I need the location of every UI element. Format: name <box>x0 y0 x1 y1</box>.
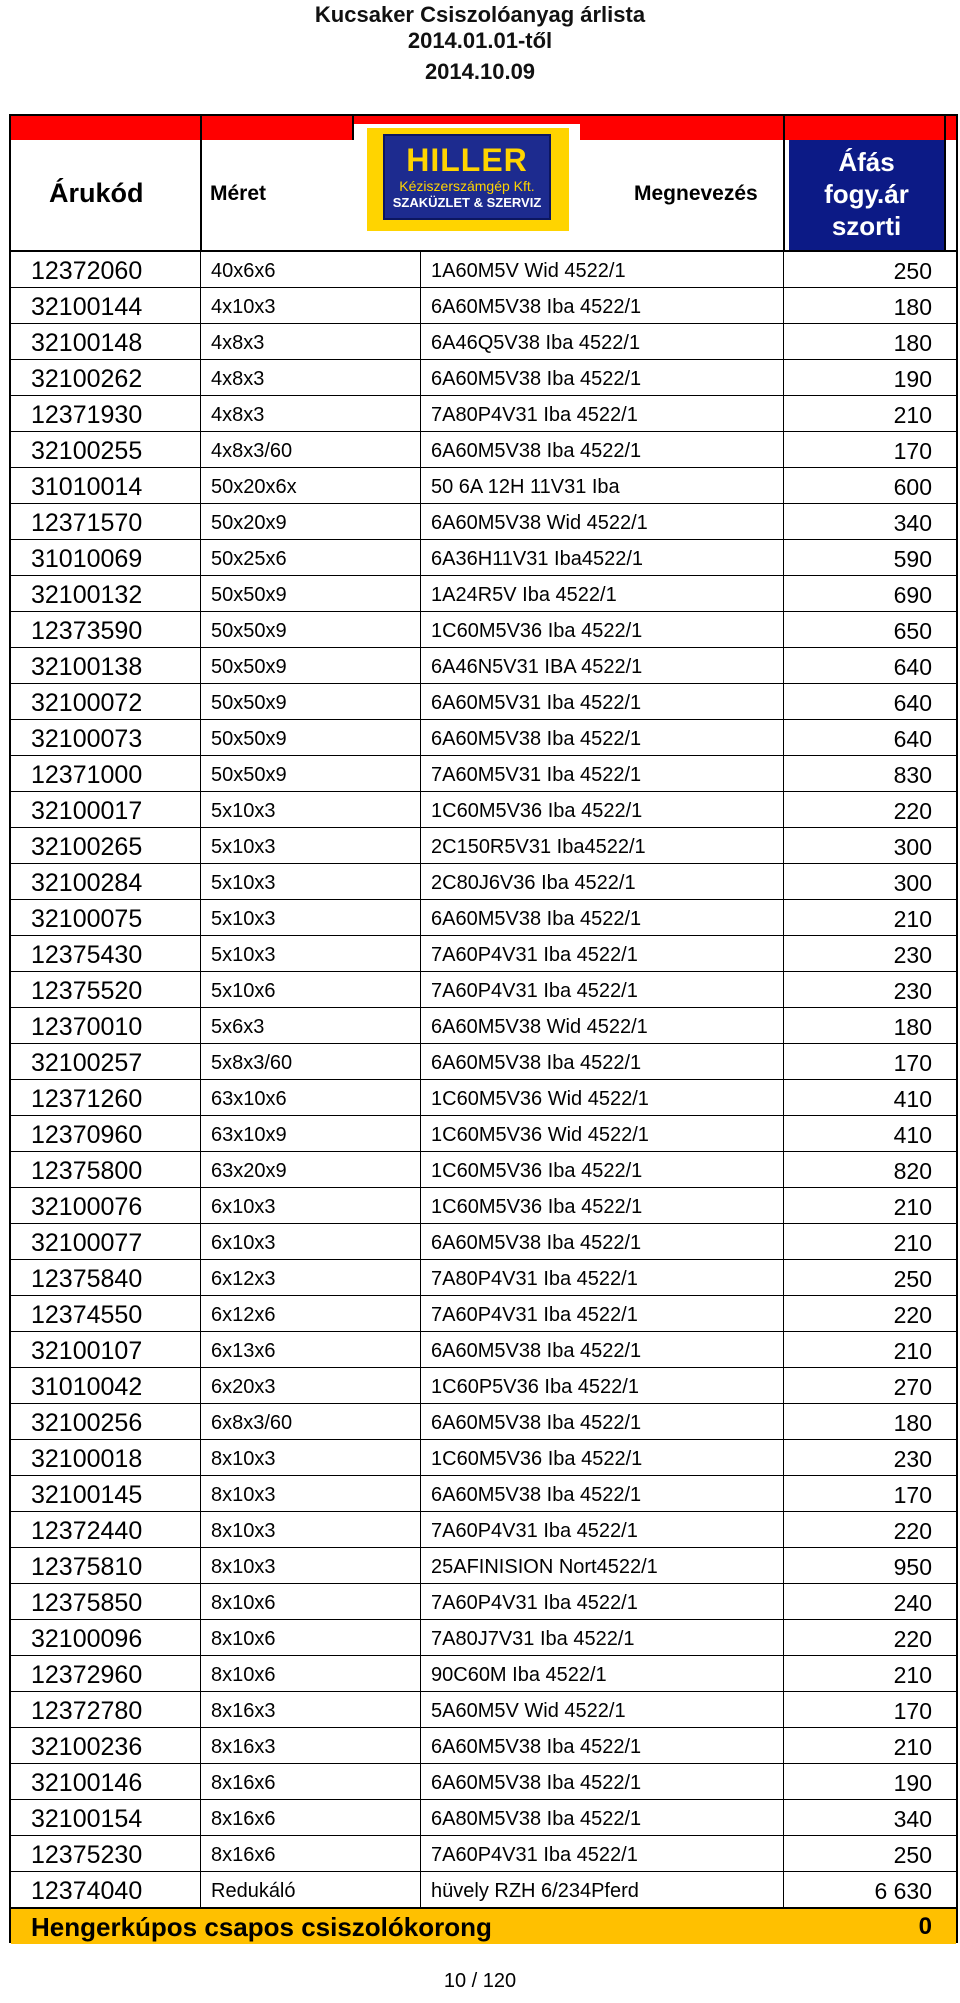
cell-code: 32100075 <box>31 905 143 933</box>
cell-size: 40x6x6 <box>211 260 276 282</box>
cell-code: 32100107 <box>31 1337 143 1365</box>
table-row <box>11 324 956 360</box>
table-row <box>11 1080 956 1116</box>
cell-code: 32100017 <box>31 797 143 825</box>
table-header <box>11 116 956 252</box>
table-row <box>11 828 956 864</box>
cell-size: 8x10x6 <box>211 1664 276 1686</box>
cell-code: 32100154 <box>31 1805 143 1833</box>
cell-size: 50x50x9 <box>211 656 287 678</box>
cell-code: 12371570 <box>31 509 143 537</box>
cell-price: 230 <box>893 978 932 1004</box>
cell-price: 640 <box>893 654 932 680</box>
table-row <box>11 1476 956 1512</box>
cell-code: 12370960 <box>31 1121 143 1149</box>
cell-name: 90C60M Iba 4522/1 <box>431 1664 607 1686</box>
table-row <box>11 1008 956 1044</box>
cell-price: 690 <box>893 582 932 608</box>
cell-name: 7A60P4V31 Iba 4522/1 <box>431 980 638 1002</box>
cell-name: 1C60M5V36 Iba 4522/1 <box>431 800 643 822</box>
cell-price: 180 <box>893 294 932 320</box>
cell-size: 4x8x3 <box>211 404 265 426</box>
cell-code: 32100284 <box>31 869 143 897</box>
cell-price: 220 <box>893 1518 932 1544</box>
cell-price: 300 <box>893 834 932 860</box>
cell-code: 32100077 <box>31 1229 143 1257</box>
cell-price: 950 <box>893 1554 932 1580</box>
cell-name: 6A60M5V38 Wid 4522/1 <box>431 1016 648 1038</box>
cell-name: 1A24R5V Iba 4522/1 <box>431 584 617 606</box>
table-row <box>11 1296 956 1332</box>
cell-size: 6x10x3 <box>211 1232 276 1254</box>
table-row <box>11 360 956 396</box>
cell-size: 50x25x6 <box>211 548 287 570</box>
cell-size: 6x13x6 <box>211 1340 276 1362</box>
cell-price: 250 <box>893 258 932 284</box>
cell-code: 12375810 <box>31 1553 143 1581</box>
cell-price: 210 <box>893 1662 932 1688</box>
document-date: 2014.10.09 <box>424 59 536 84</box>
cell-name: 7A60P4V31 Iba 4522/1 <box>431 1592 638 1614</box>
cell-price: 180 <box>893 1014 932 1040</box>
table-row <box>11 972 956 1008</box>
cell-name: 1C60M5V36 Iba 4522/1 <box>431 620 643 642</box>
cell-size: 6x20x3 <box>211 1376 276 1398</box>
cell-name: 6A60M5V38 Iba 4522/1 <box>431 1484 642 1506</box>
cell-code: 32100257 <box>31 1049 143 1077</box>
cell-code: 32100255 <box>31 437 143 465</box>
cell-size: 5x10x3 <box>211 944 276 966</box>
cell-code: 32100262 <box>31 365 143 393</box>
table-row <box>11 1584 956 1620</box>
table-row <box>11 432 956 468</box>
cell-name: 7A80P4V31 Iba 4522/1 <box>431 1268 638 1290</box>
cell-size: 5x10x3 <box>211 800 276 822</box>
table-row <box>11 864 956 900</box>
cell-price: 220 <box>893 798 932 824</box>
cell-code: 12371000 <box>31 761 143 789</box>
cell-size: 5x10x6 <box>211 980 276 1002</box>
cell-price: 220 <box>893 1626 932 1652</box>
hiller-logo <box>354 124 580 236</box>
cell-size: 50x50x9 <box>211 584 287 606</box>
header-cell-size <box>202 140 352 252</box>
table-row <box>11 540 956 576</box>
cell-price: 820 <box>893 1158 932 1184</box>
cell-name: 6A60M5V38 Wid 4522/1 <box>431 512 648 534</box>
cell-code: 12375850 <box>31 1589 143 1617</box>
cell-size: 50x20x6x <box>211 476 297 498</box>
cell-code: 32100148 <box>31 329 143 357</box>
table-row <box>11 612 956 648</box>
cell-name: 7A80P4V31 Iba 4522/1 <box>431 404 638 426</box>
header-price-label <box>789 146 944 242</box>
cell-name: 7A80J7V31 Iba 4522/1 <box>431 1628 635 1650</box>
cell-name: 1C60P5V36 Iba 4522/1 <box>431 1376 639 1398</box>
cell-price: 210 <box>893 906 932 932</box>
cell-price: 250 <box>893 1842 932 1868</box>
table-row <box>11 1368 956 1404</box>
cell-code: 12372060 <box>31 257 143 285</box>
cell-name: 6A46N5V31 IBA 4522/1 <box>431 656 643 678</box>
header-cell-name <box>582 140 783 252</box>
cell-name: 1C60M5V36 Wid 4522/1 <box>431 1088 649 1110</box>
cell-size: 63x10x6 <box>211 1088 287 1110</box>
header-cell-price <box>789 140 944 252</box>
table-row <box>11 900 956 936</box>
cell-name: 7A60P4V31 Iba 4522/1 <box>431 1844 638 1866</box>
table-row <box>11 648 956 684</box>
table-row <box>11 756 956 792</box>
cell-name: 6A46Q5V38 Iba 4522/1 <box>431 332 641 354</box>
cell-name: 6A60M5V38 Iba 4522/1 <box>431 440 642 462</box>
cell-price: 340 <box>893 1806 932 1832</box>
table-row <box>11 1188 956 1224</box>
cell-size: 6x12x6 <box>211 1304 276 1326</box>
table-row <box>11 1800 956 1836</box>
cell-code: 32100256 <box>31 1409 143 1437</box>
cell-name: 1C60M5V36 Iba 4522/1 <box>431 1160 643 1182</box>
cell-size: 8x10x3 <box>211 1484 276 1506</box>
table-row <box>11 1152 956 1188</box>
cell-code: 12374550 <box>31 1301 143 1329</box>
cell-price: 170 <box>893 1698 932 1724</box>
cell-name: 6A60M5V38 Iba 4522/1 <box>431 368 642 390</box>
cell-price: 230 <box>893 1446 932 1472</box>
cell-name: 7A60P4V31 Iba 4522/1 <box>431 1304 638 1326</box>
table-row <box>11 396 956 432</box>
table-row <box>11 1332 956 1368</box>
table-row <box>11 1620 956 1656</box>
cell-code: 12372780 <box>31 1697 143 1725</box>
table-row <box>11 1224 956 1260</box>
cell-size: 8x16x3 <box>211 1700 276 1722</box>
cell-code: 12374040 <box>31 1877 143 1905</box>
cell-size: 50x50x9 <box>211 620 287 642</box>
cell-name: 6A60M5V38 Iba 4522/1 <box>431 1052 642 1074</box>
cell-size: 5x10x3 <box>211 872 276 894</box>
cell-price: 6 630 <box>874 1878 932 1904</box>
cell-name: 6A80M5V38 Iba 4522/1 <box>431 1808 642 1830</box>
cell-price: 240 <box>893 1590 932 1616</box>
cell-name: 6A60M5V38 Iba 4522/1 <box>431 1340 642 1362</box>
header-size-label: Méret <box>210 182 267 205</box>
cell-price: 600 <box>893 474 932 500</box>
cell-name: 6A60M5V38 Iba 4522/1 <box>431 908 642 930</box>
table-row <box>11 288 956 324</box>
cell-code: 32100076 <box>31 1193 143 1221</box>
cell-code: 31010014 <box>31 473 143 501</box>
header-code-label: Árukód <box>49 178 144 208</box>
table-row <box>11 1116 956 1152</box>
table-row <box>11 936 956 972</box>
cell-name: 1A60M5V Wid 4522/1 <box>431 260 626 282</box>
cell-name: 2C150R5V31 Iba4522/1 <box>431 836 646 858</box>
cell-name: 50 6A 12H 11V31 Iba <box>431 476 620 498</box>
cell-price: 300 <box>893 870 932 896</box>
cell-name: 6A60M5V38 Iba 4522/1 <box>431 1232 642 1254</box>
cell-code: 12372440 <box>31 1517 143 1545</box>
cell-size: 50x50x9 <box>211 728 287 750</box>
cell-name: 2C80J6V36 Iba 4522/1 <box>431 872 636 894</box>
section-value: 0 <box>918 1913 932 1940</box>
cell-price: 410 <box>893 1122 932 1148</box>
document-title: Kucsaker Csiszolóanyag árlista <box>314 2 646 27</box>
cell-size: 4x10x3 <box>211 296 276 318</box>
cell-size: 8x10x3 <box>211 1556 276 1578</box>
document-date-from: 2014.01.01-től <box>407 28 553 53</box>
cell-price: 180 <box>893 330 932 356</box>
cell-code: 32100073 <box>31 725 143 753</box>
table-row <box>11 1836 956 1872</box>
table-row <box>11 1728 956 1764</box>
cell-code: 32100144 <box>31 293 143 321</box>
cell-name: 6A60M5V31 Iba 4522/1 <box>431 692 642 714</box>
cell-name: hüvely RZH 6/234Pferd <box>431 1880 639 1902</box>
table-row <box>11 720 956 756</box>
cell-size: 50x20x9 <box>211 512 287 534</box>
table-row <box>11 504 956 540</box>
table-row <box>11 684 956 720</box>
cell-code: 12371260 <box>31 1085 143 1113</box>
cell-price: 190 <box>893 366 932 392</box>
table-row <box>11 1404 956 1440</box>
table-body <box>11 252 956 1908</box>
cell-name: 7A60P4V31 Iba 4522/1 <box>431 944 638 966</box>
cell-size: 50x50x9 <box>211 764 287 786</box>
cell-size: 8x16x6 <box>211 1808 276 1830</box>
cell-size: 50x50x9 <box>211 692 287 714</box>
cell-size: Redukáló <box>211 1880 296 1902</box>
cell-size: 63x10x9 <box>211 1124 287 1146</box>
cell-price: 830 <box>893 762 932 788</box>
cell-name: 7A60P4V31 Iba 4522/1 <box>431 1520 638 1542</box>
cell-name: 6A60M5V38 Iba 4522/1 <box>431 1736 642 1758</box>
header-cell-code <box>11 140 200 252</box>
section-label: Hengerkúpos csapos csiszolókorong <box>31 1912 492 1942</box>
cell-code: 12373590 <box>31 617 143 645</box>
cell-price: 210 <box>893 1734 932 1760</box>
cell-code: 32100018 <box>31 1445 143 1473</box>
cell-price: 250 <box>893 1266 932 1292</box>
cell-size: 4x8x3 <box>211 368 265 390</box>
cell-price: 180 <box>893 1410 932 1436</box>
cell-price: 190 <box>893 1770 932 1796</box>
cell-name: 6A36H11V31 Iba4522/1 <box>431 548 644 570</box>
cell-price: 210 <box>893 402 932 428</box>
cell-size: 8x16x3 <box>211 1736 276 1758</box>
logo-line2: SZAKÜZLET & SZERVIZ <box>392 195 542 210</box>
cell-name: 1C60M5V36 Wid 4522/1 <box>431 1124 649 1146</box>
table-row <box>11 1692 956 1728</box>
cell-price: 170 <box>893 1482 932 1508</box>
cell-size: 8x16x6 <box>211 1772 276 1794</box>
table-row <box>11 1512 956 1548</box>
cell-size: 8x10x6 <box>211 1592 276 1614</box>
cell-code: 12370010 <box>31 1013 143 1041</box>
cell-code: 12375840 <box>31 1265 143 1293</box>
price-table <box>9 114 958 1943</box>
cell-name: 6A60M5V38 Iba 4522/1 <box>431 296 642 318</box>
table-row <box>11 252 956 288</box>
cell-price: 210 <box>893 1338 932 1364</box>
cell-code: 32100236 <box>31 1733 143 1761</box>
cell-name: 25AFINISION Nort4522/1 <box>431 1556 658 1578</box>
cell-name: 5A60M5V Wid 4522/1 <box>431 1700 626 1722</box>
cell-code: 12375800 <box>31 1157 143 1185</box>
logo-name: HILLER <box>406 142 528 178</box>
table-row <box>11 1044 956 1080</box>
cell-code: 32100138 <box>31 653 143 681</box>
cell-price: 210 <box>893 1194 932 1220</box>
cell-name: 1C60M5V36 Iba 4522/1 <box>431 1196 643 1218</box>
cell-price: 220 <box>893 1302 932 1328</box>
cell-size: 5x8x3/60 <box>211 1052 293 1074</box>
table-row <box>11 468 956 504</box>
cell-name: 7A60M5V31 Iba 4522/1 <box>431 764 642 786</box>
table-row <box>11 1440 956 1476</box>
cell-code: 12371930 <box>31 401 143 429</box>
cell-size: 4x8x3 <box>211 332 265 354</box>
cell-price: 170 <box>893 438 932 464</box>
section-row <box>11 1908 956 1944</box>
cell-code: 32100265 <box>31 833 143 861</box>
table-row <box>11 1872 956 1908</box>
cell-code: 12375430 <box>31 941 143 969</box>
cell-code: 32100132 <box>31 581 143 609</box>
cell-size: 5x10x3 <box>211 836 276 858</box>
cell-code: 12372960 <box>31 1661 143 1689</box>
logo-line1: Kéziszerszámgép Kft. <box>399 178 535 194</box>
cell-code: 32100072 <box>31 689 143 717</box>
header-price-line1: Áfás <box>838 147 895 177</box>
cell-size: 4x8x3/60 <box>211 440 293 462</box>
cell-price: 340 <box>893 510 932 536</box>
table-row <box>11 1656 956 1692</box>
cell-code: 32100145 <box>31 1481 143 1509</box>
table-row <box>11 1764 956 1800</box>
cell-size: 5x6x3 <box>211 1016 265 1038</box>
cell-price: 210 <box>893 1230 932 1256</box>
table-row <box>11 576 956 612</box>
cell-code: 32100096 <box>31 1625 143 1653</box>
cell-size: 6x12x3 <box>211 1268 276 1290</box>
cell-size: 5x10x3 <box>211 908 276 930</box>
cell-code: 12375520 <box>31 977 143 1005</box>
cell-name: 6A60M5V38 Iba 4522/1 <box>431 1412 642 1434</box>
cell-price: 640 <box>893 726 932 752</box>
cell-name: 6A60M5V38 Iba 4522/1 <box>431 728 642 750</box>
table-row <box>11 1548 956 1584</box>
cell-size: 6x8x3/60 <box>211 1412 293 1434</box>
cell-size: 8x10x6 <box>211 1628 276 1650</box>
cell-name: 1C60M5V36 Iba 4522/1 <box>431 1448 643 1470</box>
cell-price: 590 <box>893 546 932 572</box>
cell-name: 6A60M5V38 Iba 4522/1 <box>431 1772 642 1794</box>
cell-size: 6x10x3 <box>211 1196 276 1218</box>
cell-price: 650 <box>893 618 932 644</box>
table-row <box>11 1260 956 1296</box>
table-row <box>11 792 956 828</box>
cell-price: 640 <box>893 690 932 716</box>
cell-code: 32100146 <box>31 1769 143 1797</box>
cell-size: 63x20x9 <box>211 1160 287 1182</box>
page-number: 10 / 120 <box>443 1970 517 1992</box>
cell-code: 31010069 <box>31 545 143 573</box>
header-price-line2: fogy.ár <box>824 179 909 209</box>
cell-price: 230 <box>893 942 932 968</box>
cell-size: 8x10x3 <box>211 1520 276 1542</box>
header-price-line3: szorti <box>831 211 902 241</box>
cell-code: 31010042 <box>31 1373 143 1401</box>
cell-price: 410 <box>893 1086 932 1112</box>
cell-size: 8x10x3 <box>211 1448 276 1470</box>
header-name-label: Megnevezés <box>634 182 758 205</box>
cell-code: 12375230 <box>31 1841 143 1869</box>
cell-price: 270 <box>893 1374 932 1400</box>
cell-size: 8x16x6 <box>211 1844 276 1866</box>
cell-price: 170 <box>893 1050 932 1076</box>
